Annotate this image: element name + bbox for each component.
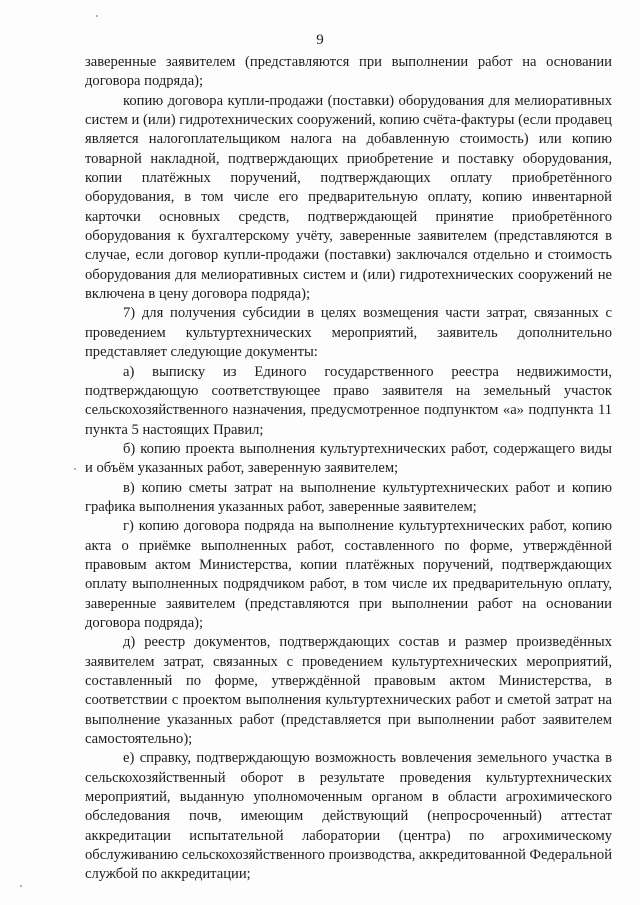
paragraph-item-e: е) справку, подтверждающую возможность вовлечения земельного участка в сельскохозяйственный оборот в результате проведения культуртехнических мероприятий, выданную уполномоченным органом в области агрохимического обследования почв, имеющим действующий (непросроченный) аттестат аккредитации испытательной лаборатории (центра) по агрохимическому обслуживанию сельскохозяйственного производства, аккредитованной Федеральной службой по аккредитации;: [85, 750, 612, 883]
scan-speck: [20, 885, 22, 887]
paragraph-item-v: в) копию сметы затрат на выполнение культуртехнических работ и копию графика выполнения указанных работ, заверенные заявителем;: [85, 479, 612, 515]
page-number: 9: [316, 32, 324, 48]
paragraph-item-g: г) копию договора подряда на выполнение культуртехнических работ, копию акта о приёмке выполненных работ, составленного по форме, утверждённой правовым актом Министерства, копии платёжных поручений, подтверждающих оплату выполненных подрядчиком работ, в том числе их предварительную оплату, заверенные заявителем (представляются при выполнении работ на основании договора подряда);: [85, 518, 612, 631]
paragraph-continuation: заверенные заявителем (представляются при выполнении работ на основании договора подряда);: [85, 54, 612, 90]
paragraph-item-7: 7) для получения субсидии в целях возмещения части затрат, связанных с проведением культуртехнических мероприятий, заявитель дополнительно представляет следующие документы:: [85, 305, 612, 361]
paragraph-equipment-contract: копию договора купли-продажи (поставки) оборудования для мелиоративных систем и (или) гидротехнических сооружений, копию счёта-фактуры (если продавец является налогоплательщиком налога на добавленную стоимость) или копию товарной накладной, подтверждающих приобретение и поставку оборудования, копии платёжных поручений, подтверждающих оплату приобретённого оборудования, в том числе его предварительную оплату, копию инвентарной карточки основных средств, подтверждающей принятие приобретённого оборудования к бухгалтерскому учёту, заверенные заявителем (представляются в случае, если договор купли-продажи (поставки) заключался отдельно и стоимость оборудования для мелиоративных систем и (или) гидротехнических сооружений не включена в цену договора подряда);: [85, 92, 612, 303]
paragraph-item-d: д) реестр документов, подтверждающих состав и размер произведённых заявителем затрат, связанных с проведением культуртехнических мероприятий, составленный по форме, утверждённой правовым актом Министерства, в соответствии с проектом выполнения культуртехнических работ и сметой затрат на выполнение указанных работ (представляется при выполнении работ заявителем самостоятельно);: [85, 634, 612, 748]
document-body: [85, 53, 612, 885]
paragraph-item-b: б) копию проекта выполнения культуртехнических работ, содержащего виды и объём указанных работ, заверенную заявителем;: [85, 440, 612, 477]
scan-speck: [74, 468, 76, 470]
scan-speck: [96, 15, 98, 17]
paragraph-item-a: а) выписку из Единого государственного реестра недвижимости, подтверждающую соответствующее право заявителя на земельный участок сельскохозяйственного назначения, предусмотренное подпунктом «а» подпункта 11 пункта 5 настоящих Правил;: [85, 363, 612, 438]
